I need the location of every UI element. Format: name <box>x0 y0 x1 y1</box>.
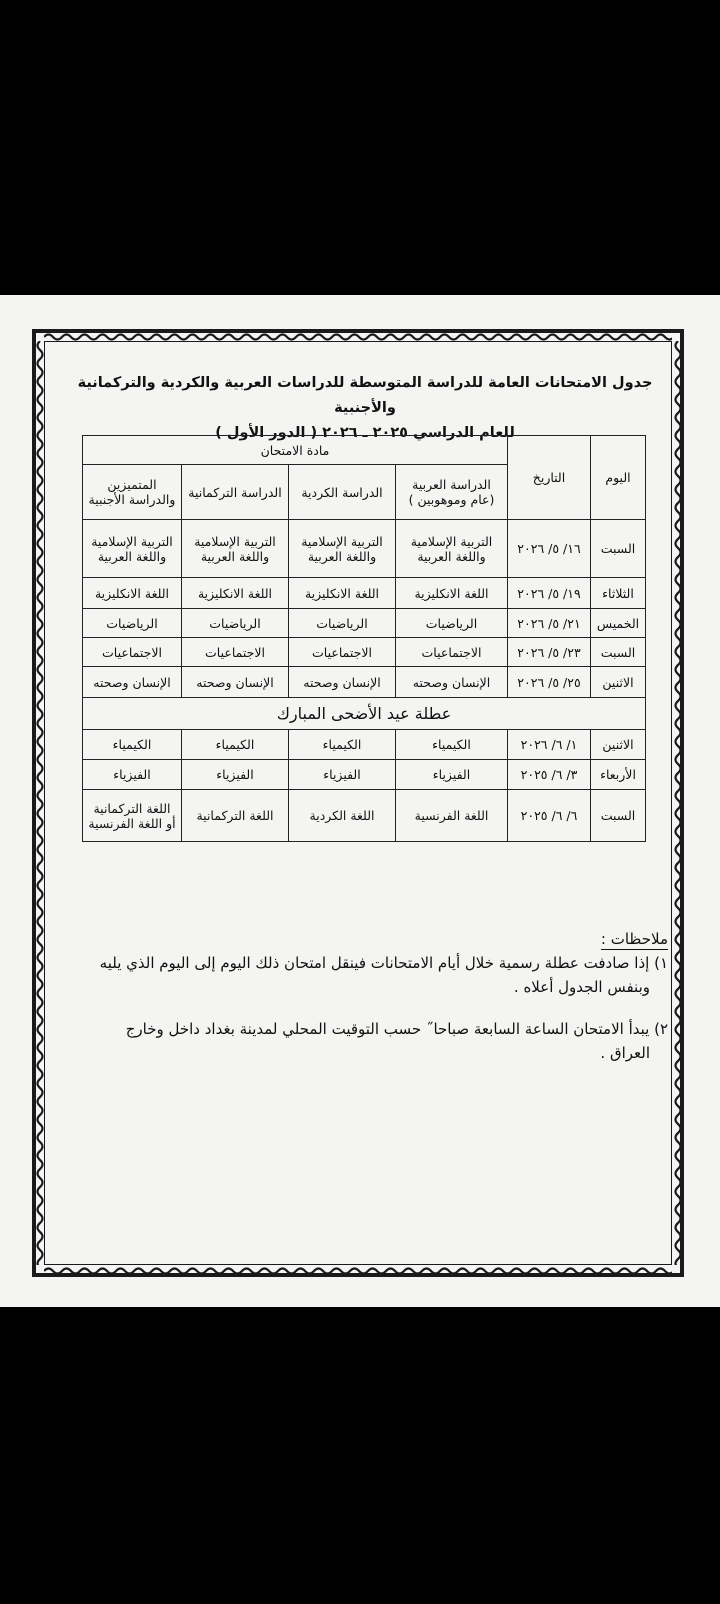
header-turkmen-study: الدراسة التركمانية <box>182 465 289 520</box>
note-1-line-1: ١) إذا صادفت عطلة رسمية خلال أيام الامتحانات فينقل امتحان ذلك اليوم إلى اليوم الذي يليه <box>99 954 668 972</box>
kurdish-subject-cell: الفيزياء <box>289 760 396 790</box>
day-cell: الثلاثاء <box>591 578 646 609</box>
turkmen-subject-cell: اللغة التركمانية <box>182 790 289 842</box>
title-line-2: للعام الدراسي ٢٠٢٥ ـ ٢٠٢٦ ( الدور الأول ) <box>215 425 515 441</box>
arabic-subject-cell: التربية الإسلامية واللغة العربية <box>396 520 508 578</box>
header-foreign-study: المتميزين والدراسة الأجنبية <box>83 465 182 520</box>
header-kurdish-study: الدراسة الكردية <box>289 465 396 520</box>
arabic-subject-cell: الاجتماعيات <box>396 638 508 667</box>
arabic-subject-cell: الكيمياء <box>396 730 508 760</box>
day-cell: الأربعاء <box>591 760 646 790</box>
arabic-subject-cell: الإنسان وصحته <box>396 667 508 698</box>
day-cell: السبت <box>591 790 646 842</box>
turkmen-subject-cell: اللغة الانكليزية <box>182 578 289 609</box>
turkmen-subject-cell: الفيزياء <box>182 760 289 790</box>
header-arabic-study: الدراسة العربية (عام وموهوبين ) <box>396 465 508 520</box>
kurdish-subject-cell: اللغة الانكليزية <box>289 578 396 609</box>
foreign-subject-cell: الرياضيات <box>83 609 182 638</box>
date-cell: ١/ ٦/ ٢٠٢٦ <box>508 730 591 760</box>
bottom-wave-border <box>44 1265 672 1277</box>
turkmen-subject-cell: الرياضيات <box>182 609 289 638</box>
arabic-subject-cell: اللغة الفرنسية <box>396 790 508 842</box>
date-cell: ٢٣/ ٥/ ٢٠٢٦ <box>508 638 591 667</box>
day-cell: الخميس <box>591 609 646 638</box>
day-cell: السبت <box>591 638 646 667</box>
holiday-label: عطلة عيد الأضحى المبارك <box>83 698 646 730</box>
table-row <box>83 790 646 842</box>
header-subject-group: مادة الامتحان <box>83 436 508 465</box>
table-row <box>83 730 646 760</box>
header-day: اليوم <box>591 436 646 520</box>
arabic-subject-cell: الفيزياء <box>396 760 508 790</box>
arabic-subject-cell: الرياضيات <box>396 609 508 638</box>
date-cell: ١٦/ ٥/ ٢٠٢٦ <box>508 520 591 578</box>
kurdish-subject-cell: اللغة الكردية <box>289 790 396 842</box>
foreign-subject-cell: الكيمياء <box>83 730 182 760</box>
header-date: التاريخ <box>508 436 591 520</box>
note-2-line-1: ٢) يبدأ الامتحان الساعة السابعة صباحا˝ حسب التوقيت المحلي لمدينة بغداد داخل وخارج <box>125 1020 668 1038</box>
header-row-1 <box>83 436 646 465</box>
foreign-subject-cell: اللغة التركمانية أو اللغة الفرنسية <box>83 790 182 842</box>
kurdish-subject-cell: الرياضيات <box>289 609 396 638</box>
date-cell: ١٩/ ٥/ ٢٠٢٦ <box>508 578 591 609</box>
date-cell: ٢١/ ٥/ ٢٠٢٦ <box>508 609 591 638</box>
table-row <box>83 638 646 667</box>
left-wave-border <box>34 341 46 1265</box>
notes-section <box>80 927 668 1065</box>
date-cell: ٣/ ٦/ ٢٠٢٥ <box>508 760 591 790</box>
foreign-subject-cell: التربية الإسلامية واللغة العربية <box>83 520 182 578</box>
foreign-subject-cell: الاجتماعيات <box>83 638 182 667</box>
turkmen-subject-cell: التربية الإسلامية واللغة العربية <box>182 520 289 578</box>
document-page <box>0 295 720 1307</box>
date-cell: ٦/ ٦/ ٢٠٢٥ <box>508 790 591 842</box>
table-row <box>83 578 646 609</box>
kurdish-subject-cell: الإنسان وصحته <box>289 667 396 698</box>
turkmen-subject-cell: الاجتماعيات <box>182 638 289 667</box>
day-cell: السبت <box>591 520 646 578</box>
day-cell: الاثنين <box>591 667 646 698</box>
date-cell: ٢٥/ ٥/ ٢٠٢٦ <box>508 667 591 698</box>
top-wave-border <box>44 331 672 343</box>
kurdish-subject-cell: الكيمياء <box>289 730 396 760</box>
foreign-subject-cell: الفيزياء <box>83 760 182 790</box>
table-row <box>83 609 646 638</box>
holiday-row <box>83 698 646 730</box>
table-row <box>83 667 646 698</box>
table-row <box>83 760 646 790</box>
note-2-line-2: العراق . <box>600 1044 650 1062</box>
title-line-1: جدول الامتحانات العامة للدراسة المتوسطة للدراسات العربية والكردية والتركمانية والأجنبية <box>77 375 653 416</box>
kurdish-subject-cell: الاجتماعيات <box>289 638 396 667</box>
table-row <box>83 520 646 578</box>
day-cell: الاثنين <box>591 730 646 760</box>
arabic-subject-cell: اللغة الانكليزية <box>396 578 508 609</box>
right-wave-border <box>672 341 684 1265</box>
notes-heading: ملاحظات : <box>600 930 668 948</box>
kurdish-subject-cell: التربية الإسلامية واللغة العربية <box>289 520 396 578</box>
turkmen-subject-cell: الإنسان وصحته <box>182 667 289 698</box>
turkmen-subject-cell: الكيمياء <box>182 730 289 760</box>
exam-schedule-table <box>82 435 646 842</box>
foreign-subject-cell: اللغة الانكليزية <box>83 578 182 609</box>
foreign-subject-cell: الإنسان وصحته <box>83 667 182 698</box>
note-1-line-2: وبنفس الجدول أعلاه . <box>513 978 650 996</box>
